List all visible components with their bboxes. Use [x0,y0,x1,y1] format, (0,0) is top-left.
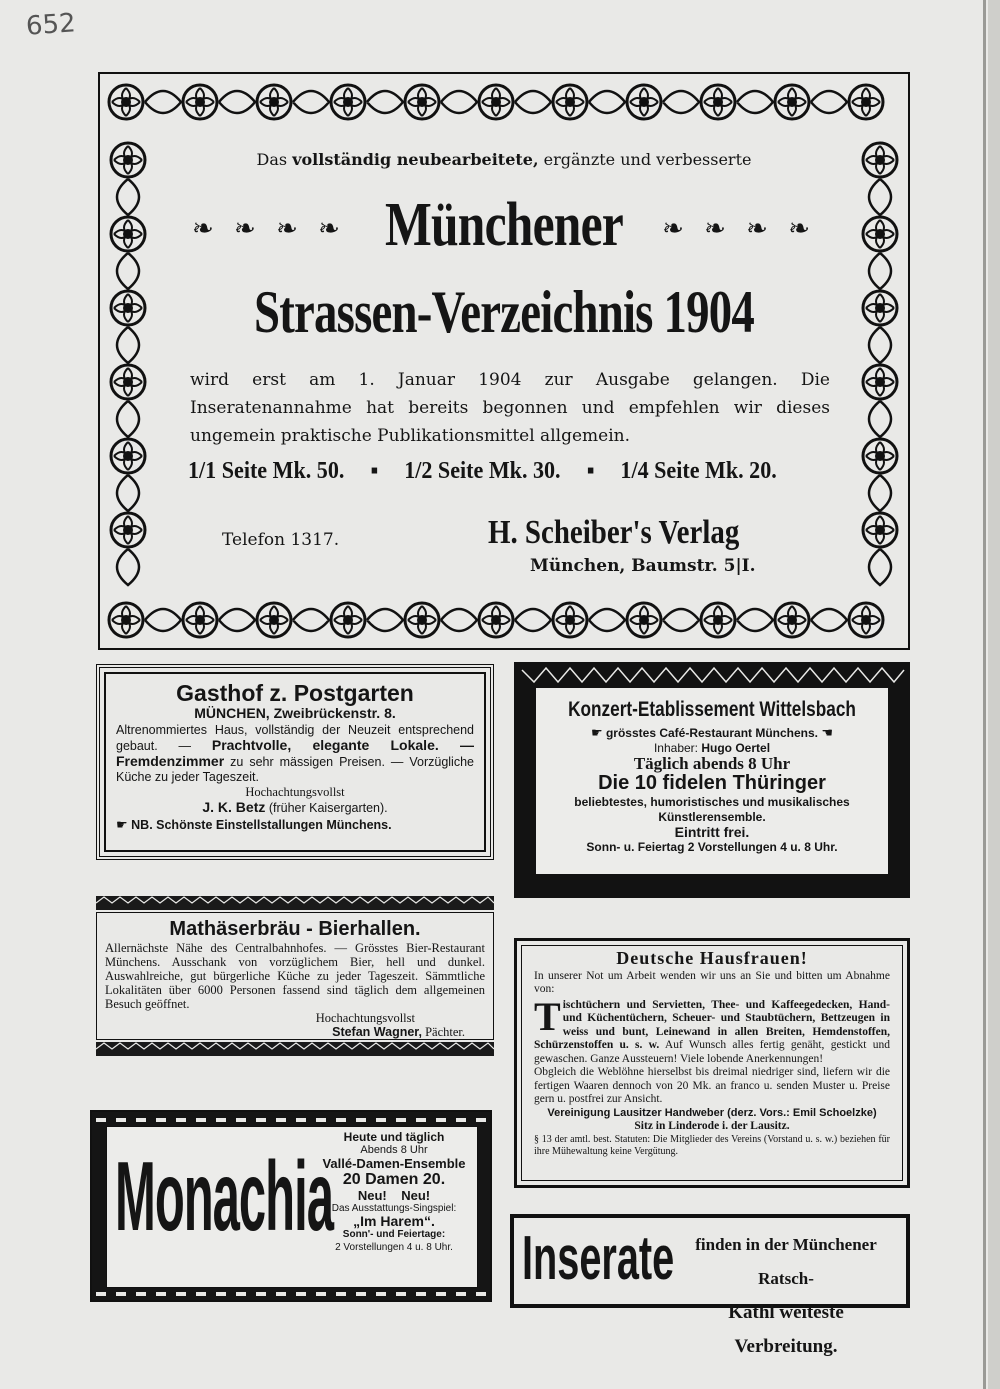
ornament-band-bottom [96,1042,494,1056]
leaf-ornament-left-icon: ❧ ❧ ❧ ❧ [192,214,346,244]
price-quarter-page: 1/4 Seite Mk. 20. [620,458,777,484]
pointing-hand-right-icon: ☛ [590,726,603,741]
gasthof-greeting: Hochachtungsvollst [245,785,345,799]
pointing-hand-left-icon: ☚ [821,726,834,741]
gasthof-note-line: ☛ NB. Schönste Einstellstallungen Münchens. [116,818,392,833]
price-full-page: 1/1 Seite Mk. 50. [188,458,345,484]
konzert-daily: Täglich abends 8 Uhr [633,754,791,773]
hausfrauen-title: Deutsche Hausfrauen! [616,948,808,968]
floral-border-left [100,130,156,592]
hausfrauen-seat: Sitz in Linderode i. der Lausitz. [634,1120,790,1132]
konzert-owner: Inhaber: Hugo Oertel [653,741,771,755]
hausfrauen-goods-paragraph: T ischtüchern und Servietten, Thee- und Kaffeegedecken, Hand- und Küchentüchern, Scheuer- und Staubtüchern, Bettzeugen in weiss und bunt, Leinewand in allen Breiten, Hemdenstoffen, Schürzenstoffen u. s. w. Auf Wunsch alles fertig genäht, gestickt und gewaschen. Ganze Aussteuern! Viele lobende Anerkennungen! [534,993,890,1065]
mathaser-owner-line: Stefan Wagner, Pächter. [332,1025,465,1039]
konzert-line1: ☛ grösstes Café-Restaurant Münchens. ☚ [590,726,834,741]
inserate-word: Inserate [522,1224,675,1293]
monachia-details: Heute und täglich Abends 8 Uhr Vallé-Damen-Ensemble 20 Damen 20. Neu! Neu! Das Ausstattungs-Singspiel: „Im Harem“. Sonn'- und Feiertage: 2 Vorstellungen 4 u. 8 Uhr. [322,1130,466,1253]
strassenverzeichnis-content [158,132,850,594]
publisher-name: H. Scheiber's Verlag [488,514,740,551]
hausfrauen-para2: Obgleich die Weblöhne hierselbst bis dreimal niedriger sind, liefern wir die fertigen Waaren dennoch von 20 Mk. an franco u. senden Muster u. Preise gern u. postfrei zur Ansicht. [534,1066,890,1105]
intro-line: Das vollständig neubearbeitete, ergänzte und verbesserte [256,150,752,169]
publisher-address: München, Baumstr. 5|I. [530,556,756,576]
inserate-text: finden in der Münchener Ratsch- Kathl weiteste Verbreitung. [695,1235,877,1357]
mathaser-title: Mathäserbräu - Bierhallen. [169,918,421,940]
title-strassenverzeichnis: Strassen-Verzeichnis 1904 [253,279,755,345]
mathaser-inner [96,912,494,1040]
mathaserbraeu-ad [96,896,494,1058]
inserate-ad [510,1214,910,1357]
monachia-word: Monachia [115,1141,333,1251]
price-separator: ▪ [586,458,595,484]
page-number: 652 [25,8,77,42]
monachia-ad [90,1110,492,1302]
konzert-title: Konzert-Etablissement Wittelsbach [568,698,856,721]
konzert-description: beliebtestes, humoristisches und musikalisches Künstlerensemble. [574,795,850,824]
konzert-wittelsbach-ad [514,662,910,898]
pointing-hand-icon: ☛ [116,818,128,833]
price-half-page: 1/2 Seite Mk. 30. [404,458,561,484]
gasthof-address: MÜNCHEN, Zweibrückenstr. 8. [194,705,396,721]
leaf-ornament-right-icon: ❧ ❧ ❧ ❧ [662,214,816,244]
price-list [188,458,777,485]
hausfrauen-intro: In unserer Not um Arbeit wenden wir uns an Sie und bitten um Abnahme von: [534,969,890,995]
ornament-band-top [96,896,494,910]
gasthof-postgarten-ad [96,664,494,860]
hausfrauen-inner [521,945,903,1181]
konzert-inner [536,688,888,874]
ad-body-text: wird erst am 1. Januar 1904 zur Ausgabe gelangen. Die Inseratenannahme hat bereits begonnen und empfehlen wir dieses ungemein praktische Publikationsmittel allgemein. [190,370,830,446]
price-separator: ▪ [370,458,379,484]
konzert-entry: Eintritt frei. [674,824,750,840]
gasthof-inner [104,672,486,852]
monachia-inner [106,1126,478,1288]
gasthof-owner-line: J. K. Betz (früher Kaisergarten). [202,799,388,815]
page-edge-shadow [988,0,1000,1389]
hausfrauen-statute: § 13 der amtl. best. Statuten: Die Mitglieder des Vereins (Vorstand u. s. w.) beziehen für ihre Mühewaltung keine Vergütung. [534,1133,890,1157]
drop-cap: T [534,993,561,1039]
title-muenchener: Münchener [384,191,624,259]
konzert-headline: Die 10 fidelen Thüringer [598,772,826,794]
telefon: Telefon 1317. [222,530,340,550]
strassenverzeichnis-ad [98,72,910,650]
floral-border-top [100,74,908,130]
hausfrauen-org: Vereinigung Lausitzer Handweber (derz. Vors.: Emil Schoelzke) [547,1106,877,1119]
mathaser-body: Allernächste Nähe des Centralbahnhofes. — Grösstes Bier-Restaurant Münchens. Ausschank von vorzüglichem Bier, hell und dunkel. Auswahlreiche, gut bürgerliche Küche zu jeder Tageszeit. Sämmtliche Lokalitäten über 6000 Personen fassend sind täglich dem allgemeinen Besuch geöffnet. [105,941,485,1011]
gasthof-description: Altrenommiertes Haus, vollständig der Neuzeit entsprechend gebaut. — Prachtvolle, elegante Lokale. — Fremdenzimmer zu sehr mässigen Preisen. — Vorzügliche Küche zu jeder Tageszeit. [116,723,474,784]
floral-border-right [852,130,908,592]
deutsche-hausfrauen-ad [514,938,910,1188]
page-edge-line [983,0,986,1389]
gasthof-title: Gasthof z. Postgarten [176,680,414,706]
mathaser-greeting: Hochachtungsvollst [315,1011,415,1025]
floral-border-bottom [100,592,908,648]
konzert-sunday: Sonn- u. Feiertag 2 Vorstellungen 4 u. 8 Uhr. [586,840,838,854]
